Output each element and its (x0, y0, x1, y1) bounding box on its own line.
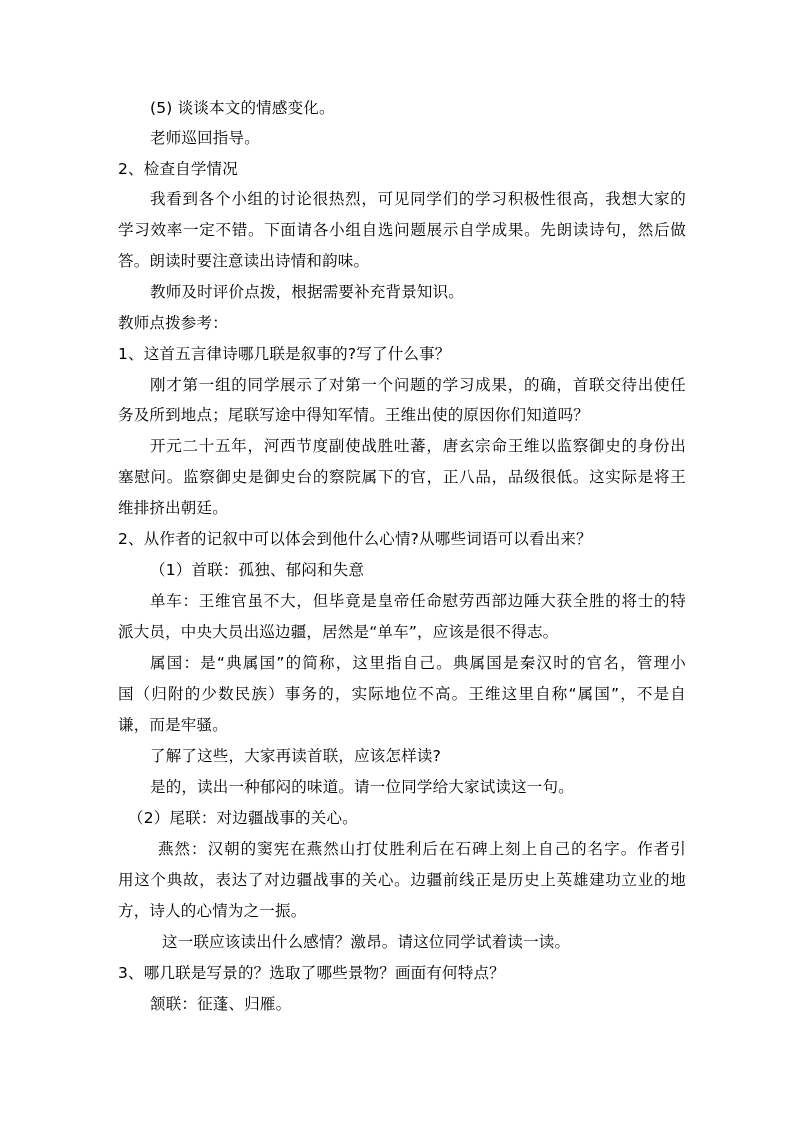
text-line: 方，诗人的心情为之一振。 (118, 902, 307, 920)
text-line: 了解了这些，大家再读首联，应该怎样读? (150, 747, 442, 765)
text-line: 教师及时评价点拨，根据需要补充背景知识。 (150, 283, 465, 301)
text-line: 维排挤出朝廷。 (118, 499, 228, 517)
text-line: 燕然：汉朝的窦宪在燕然山打仗胜利后在石碑上刻上自己的名字。作者引 (158, 840, 686, 858)
text-line: 答。朗读时要注意读出诗情和韵味。 (118, 252, 370, 270)
text-line: 务及所到地点；尾联写途中得知军情。王维出使的原因你们知道吗？ (118, 406, 590, 424)
text-line: 属国：是“典属国”的简称，这里指自己。典属国是秦汉时的官名，管理小 (150, 654, 686, 672)
text-line: (5) 谈谈本文的情感变化。 (150, 99, 335, 117)
text-line: 老师巡回指导。 (150, 129, 260, 147)
question-heading: 1、这首五言律诗哪几联是叙事的?写了什么事？ (118, 345, 451, 363)
text-line: 这一联应该读出什么感情？激昂。请这位同学试着读一读。 (162, 933, 571, 951)
question-heading: 2、从作者的记叙中可以体会到他什么心情?从哪些词语可以看出来？ (118, 530, 592, 548)
text-line: 颔联：征蓬、归雁。 (150, 995, 292, 1013)
text-line: 刚才第一组的同学展示了对第一个问题的学习成果，的确，首联交待出使任 (150, 376, 686, 394)
text-line: 国（归附的少数民族）事务的，实际地位不高。王维这里自称“属国”，不是自 (118, 685, 686, 703)
text-line: 教师点拨参考： (118, 314, 228, 332)
text-line: 单车：王维官虽不大，但毕竟是皇帝任命慰劳西部边陲大获全胜的将士的特 (150, 592, 686, 610)
question-heading: 3、哪几联是写景的？选取了哪些景物？画面有何特点？ (118, 964, 505, 982)
text-line: 谦，而是牢骚。 (118, 716, 228, 734)
text-line: 我看到各个小组的讨论很热烈，可见同学们的学习积极性很高，我想大家的 (150, 190, 686, 208)
subheading: （1）首联：孤独、郁闷和失意 (150, 561, 365, 579)
text-line: 派大员，中央大员出巡边疆，居然是“单车”，应该是很不得志。 (118, 623, 559, 641)
text-line: 学习效率一定不错。下面请各小组自选问题展示自学成果。先朗读诗句，然后做 (118, 221, 686, 239)
text-line: 用这个典故，表达了对边疆战事的关心。边疆前线正是历史上英雄建功立业的地 (118, 871, 686, 889)
text-line: 塞慰问。监察御史是御史台的察院属下的官，正八品，品级很低。这实际是将王 (118, 468, 686, 486)
subheading: （2）尾联：对边疆战事的关心。 (128, 809, 358, 827)
text-line: 是的，读出一种郁闷的味道。请一位同学给大家试读这一句。 (150, 778, 574, 796)
section-heading: 2、检查自学情况 (118, 160, 238, 178)
text-line: 开元二十五年，河西节度副使战胜吐蕃，唐玄宗命王维以监察御史的身份出 (150, 437, 686, 455)
